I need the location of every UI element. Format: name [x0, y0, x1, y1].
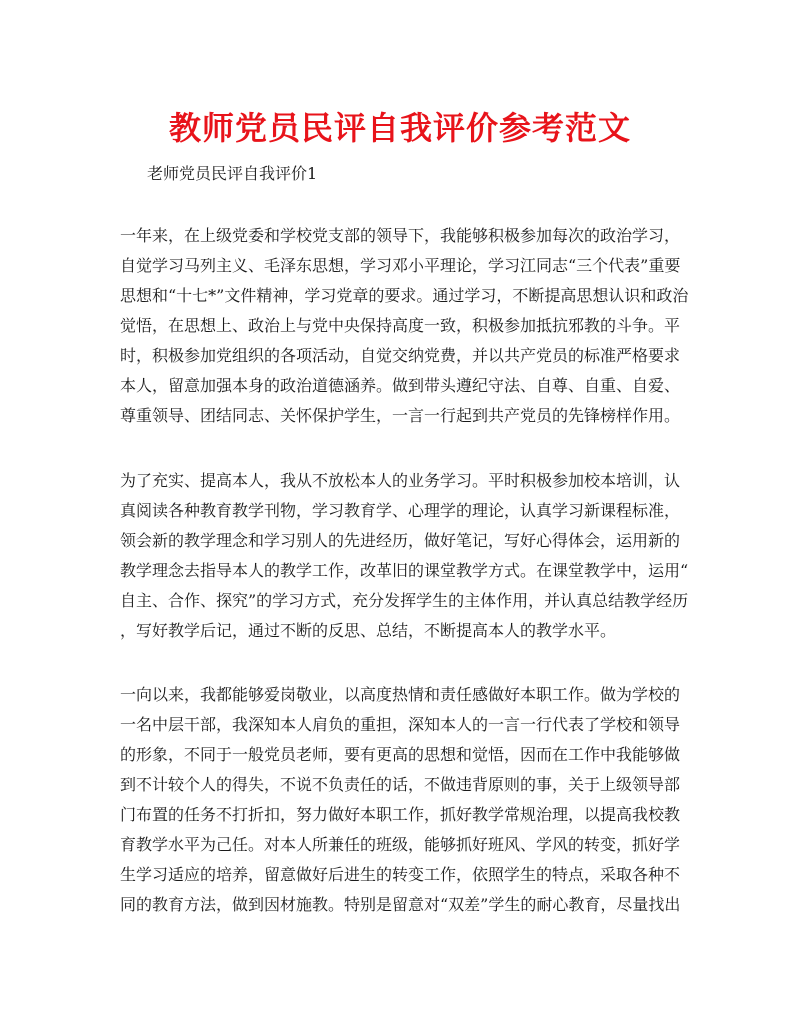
paragraph-line: 教学理念去指导本人的教学工作，改革旧的课堂教学方式。在课堂教学中，运用“	[120, 561, 689, 580]
paragraph-line: 育教学水平为己任。对本人所兼任的班级，能够抓好班风、学风的转变，抓好学	[120, 835, 681, 854]
paragraph-line: 一名中层干部，我深知本人肩负的重担，深知本人的一言一行代表了学校和领导	[120, 715, 681, 734]
paragraph-line: 领会新的教学理念和学习别人的先进经历，做好笔记，写好心得体会，运用新的	[120, 531, 681, 550]
paragraph-line: 一年来，在上级党委和学校党支部的领导下，我能够积极参加每次的政治学习，	[120, 226, 681, 245]
paragraph-line: 同的教育方法，做到因材施教。特别是留意对“双差”学生的耐心教育，尽量找出	[120, 895, 681, 914]
paragraph-line: 本人，留意加强本身的政治道德涵养。做到带头遵纪守法、自尊、自重、自爱、	[120, 376, 681, 395]
paragraph-line: ，写好教学后记，通过不断的反思、总结，不断提高本人的教学水平。	[120, 621, 617, 640]
paragraph-1	[120, 221, 689, 431]
paragraph-line: 自主、合作、探究”的学习方式，充分发挥学生的主体作用，并认真总结教学经历	[120, 591, 689, 610]
paragraph-line: 自觉学习马列主义、毛泽东思想，学习邓小平理论，学习江同志“三个代表”重要	[120, 256, 681, 275]
paragraph-line: 的形象，不同于一般党员老师，要有更高的思想和觉悟，因而在工作中我能够做	[120, 745, 681, 764]
paragraph-line: 尊重领导、团结同志、关怀保护学生，一言一行起到共产党员的先锋榜样作用。	[120, 406, 681, 425]
paragraph-line: 为了充实、提高本人，我从不放松本人的业务学习。平时积极参加校本培训，认	[120, 471, 681, 490]
paragraph-line: 到不计较个人的得失，不说不负责任的话，不做违背原则的事，关于上级领导部	[120, 775, 681, 794]
paragraph-line: 真阅读各种教育教学刊物，学习教育学、心理学的理论，认真学习新课程标准，	[120, 501, 681, 520]
document-title: 教师党员民评自我评价参考范文	[168, 109, 631, 147]
paragraph-2	[120, 466, 689, 646]
paragraph-3	[120, 680, 680, 920]
paragraph-line: 思想和“十七*”文件精神，学习党章的要求。通过学习，不断提高思想认识和政治	[120, 286, 689, 305]
paragraph-line: 时，积极参加党组织的各项活动，自觉交纳党费，并以共产党员的标准严格要求	[120, 346, 681, 365]
paragraph-line: 门布置的任务不打折扣，努力做好本职工作，抓好教学常规治理，以提高我校教	[120, 805, 681, 824]
document-subtitle: 老师党员民评自我评价1	[147, 164, 318, 183]
paragraph-line: 觉悟，在思想上、政治上与党中央保持高度一致，积极参加抵抗邪教的斗争。平	[120, 316, 681, 335]
paragraph-line: 生学习适应的培养，留意做好后进生的转变工作，依照学生的特点，采取各种不	[120, 865, 681, 884]
paragraph-line: 一向以来，我都能够爱岗敬业，以高度热情和责任感做好本职工作。做为学校的	[120, 685, 681, 704]
